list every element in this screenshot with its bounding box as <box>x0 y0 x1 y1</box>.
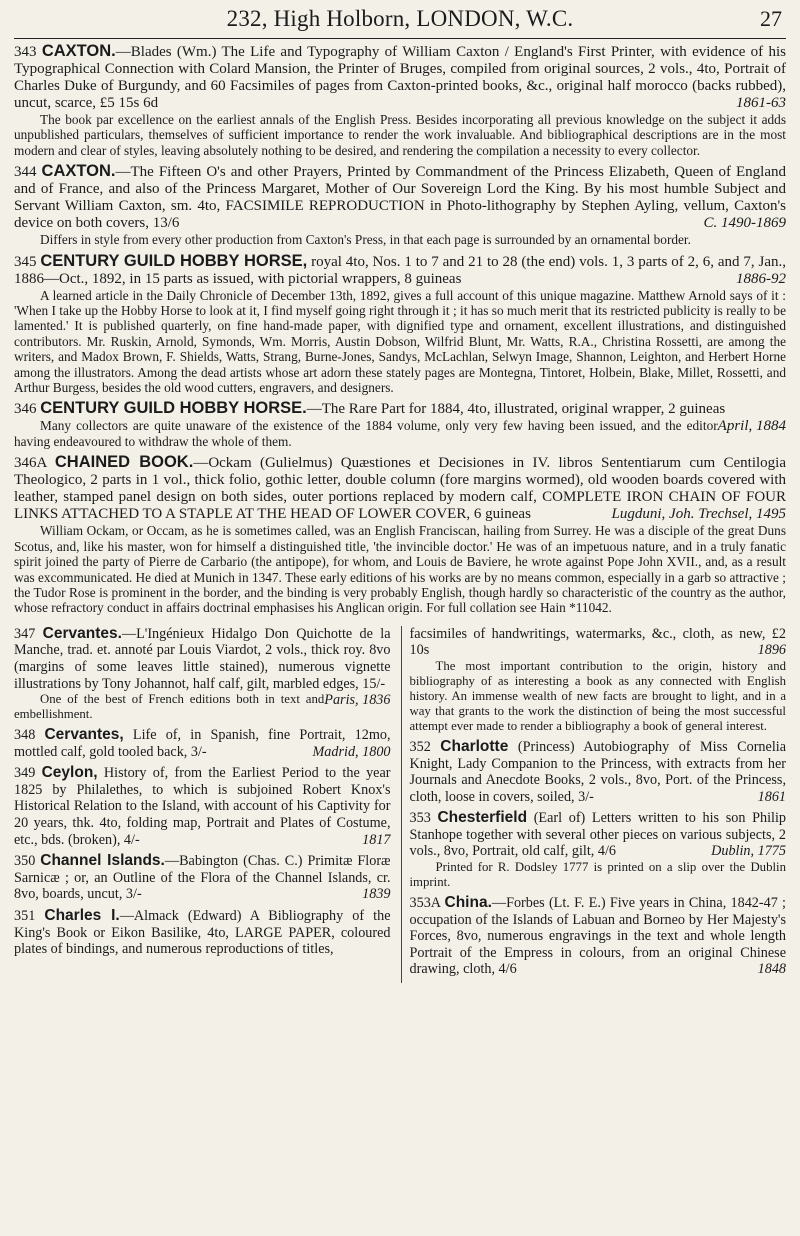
entry-number: 345 <box>14 253 37 270</box>
entry-heading: Cervantes, <box>44 726 124 744</box>
entry-description: (Princess) Autobiography of Miss Cornelia Knight, Lady Companion to the Princess, with extracts from her Journals and Anecdote Books, 2 vols., 8vo, Port. of the Princess, cloth, loose in covers, soiled, 3/- <box>409 738 787 805</box>
entry-gap <box>14 958 391 963</box>
entry-text <box>14 727 391 760</box>
entry-description: —Ockam (Gulielmus) Quæstiones et Decisiones in IV. libros Sententiarum cum Centilogia Theologico, 2 parts in 1 vol., thick folio, gothic letter, double column (fore margins wormed), old wooden boards covered with leather, stamped panel design on both sides, outer portions replaced by modern calf, COMPLETE IRON CHAIN OF FOUR LINKS ATTACHED TO A STAPLE AT THE HEAD OF LOWER COVER, 6 guineas <box>14 455 786 523</box>
entry-text <box>410 810 787 860</box>
entry-number: 343 <box>14 44 37 60</box>
entry-gap <box>14 616 786 621</box>
entry-date: 1839 <box>362 886 391 903</box>
entry-heading: Charles I. <box>44 907 120 925</box>
entry-date: C. 1490-1869 <box>703 215 786 232</box>
entry-date: 1848 <box>757 961 786 978</box>
entry-heading: CAXTON. <box>41 42 116 60</box>
entry-text <box>14 454 786 523</box>
entry-description: royal 4to, Nos. 1 to 7 and 21 to 28 (the end) vols. 1, 3 parts of 2, 6, and 7, Jan., 1886—Oct., 1892, in 15 parts as issued, with pictorial wrappers, 8 guineas <box>14 253 787 287</box>
entry-description: —The Fifteen O's and other Prayers, Printed by Commandment of the Princess Elizabeth, Queen of England and of France, and also of the Princess Margaret, Mother of Our Sovereign Lord the King. By his most humble Subject and Servant William Caxton, sm. 4to, FACSIMILE REPRODUCTION in Photo-lithography by Stephen Ayling, vellum, Caxton's device on both covers, 13/6 <box>14 164 786 232</box>
entry-note: Printed for R. Dodsley 1777 is printed on a slip over the Dublin imprint. <box>409 860 786 890</box>
entry-date: 1861 <box>757 788 786 805</box>
entry-heading: CAXTON. <box>41 162 116 181</box>
entry-text <box>14 765 391 848</box>
entry-heading: CENTURY GUILD HOBBY HORSE. <box>40 399 307 418</box>
entry-date: 1817 <box>362 831 391 848</box>
entry-date: Madrid, 1800 <box>312 743 391 760</box>
catalogue-entries <box>14 43 786 621</box>
entry-date: 1896 <box>757 642 786 659</box>
entry-description: —Almack (Edward) A Bibliography of the King's Book or Eikon Basilike, 4to, LARGE PAPER, coloured plates of bindings, and numerous reproductions of titles, <box>14 908 391 958</box>
entry-description: —Blades (Wm.) The Life and Typography of William Caxton / England's First Printer, with evidence of his Typographical Connection with Colard Mansion, the Printer of Bruges, compiled from original sources, 2 vols., 4to, Portrait of Charles Duke of Burgundy, and 60 Facsimiles of pages from Caxton-printed books, &c., original half morocco (backs rubbed), uncut, scarce, £5 15s 6d <box>14 44 786 111</box>
entry-description: —Forbes (Lt. F. E.) Five years in China, 1842-47 ; occupation of the Islands of Labuan and Borneo by Her Majesty's Forces, 8vo, numerous engravings in the text and whole length Portrait of the Empress in colours, from an original Chinese drawing, cloth, 4/6 <box>409 895 786 978</box>
entry-note: The most important contribution to the origin, history and bibliography of as interesting a book as any connected with English history. An immense wealth of new facts are brought to light, and in a way that grants to the work the distinction of being the most successful attempt ever made to render a bibliography a book of general interest. <box>409 658 786 733</box>
entry-text <box>410 895 787 978</box>
entry-text <box>14 853 391 903</box>
header-title: 232, High Holborn, LONDON, W.C. <box>226 6 574 31</box>
entry-heading: China. <box>444 894 492 912</box>
entry-text <box>14 43 786 112</box>
entry-description: facsimiles of handwritings, watermarks, &c., cloth, as new, £2 10s <box>409 625 786 659</box>
entry-date: Lugduni, Joh. Trechsel, 1495 <box>611 506 786 523</box>
entry-description: Life of, in Spanish, fine Portrait, 12mo, mottled calf, gold tooled back, 3/- <box>14 727 391 760</box>
entry-number: 348 <box>14 727 36 744</box>
entry-heading: Cervantes. <box>42 624 122 642</box>
entry-text <box>410 626 787 659</box>
entry-number: 349 <box>14 765 36 782</box>
entry-note: Many collectors are quite unaware of the existence of the 1884 volume, only very few having been issued, and the editor having endeavoured to withdraw the whole of them. <box>14 418 718 449</box>
entry-note: A learned article in the Daily Chronicle of December 13th, 1892, gives a full account of this unique magazine. Matthew Arnold says of it : 'When I take up the Hobby Horse to look at it, I find myself going right through it ; it has so much merit that its restricted publicity is really to be lamented.' It is published quarterly, on fine hand-made paper, with dignified type and ornament, excellent illustrations, and distinguished contributors. Mr. Ruskin, Arnold, Symonds, Wm. Morris, Austin Dobson, Wilfrid Blunt, Mr. Watts, R.A., Christina Rossetti, are among the writers, and Madox Brown, F. Shields, Watts, Strang, Burne-Jones, Sandys, McLachlan, Selwyn Image, Shannon, Leighton, and Herbert Horne among the illustrators. Among the dead artists whose art adorn these stately pages are Montegna, Tintoret, Holbein, Blake, Millet, Rossetti, and Arthur Burgess, besides the old wood cutters, engravers, and designers. <box>14 287 786 396</box>
header-rule <box>14 38 786 39</box>
entry-number: 350 <box>14 853 36 870</box>
entry-gap <box>410 978 787 983</box>
entry-description: —Babington (Chas. C.) Primitæ Floræ Sarnicæ ; or, an Outline of the Flora of the Channel Islands, cr. 8vo, boards, uncut, 3/- <box>14 853 391 903</box>
entry-heading: Charlotte <box>440 737 509 755</box>
entry-text <box>410 739 787 805</box>
entry-heading: Ceylon, <box>41 764 98 782</box>
entry-description: —L'Ingénieux Hidalgo Don Quichotte de la Manche, trad. et. annoté par Louis Viardot, 2 vols., thick roy. 8vo (margins of some leaves little stained), numerous vignette illustrations by Tony Johannot, half calf, gilt, marbled edges, 15/- <box>14 625 391 692</box>
two-column-section <box>14 626 786 983</box>
entry-number: 353A <box>409 895 441 912</box>
entry-text <box>14 163 786 232</box>
entry-date: Dublin, 1775 <box>711 843 786 860</box>
entry-heading: Channel Islands. <box>40 852 165 870</box>
entry-date: Paris, 1836 <box>324 692 391 709</box>
entry-note: The book par excellence on the earliest annals of the English Press. Besides incorporating all previous knowledge on the subject it adds unpublished particulars, themselves of sufficient importance to render the work invaluable. And bibliographical descriptions are in the most modern and clear of styles, leaving absolutely nothing to be desired, and rendering the compilation a necessity to every collector. <box>14 112 786 158</box>
entry-heading: CENTURY GUILD HOBBY HORSE, <box>40 251 308 270</box>
entry-text <box>14 253 786 288</box>
page-number: 27 <box>760 6 782 31</box>
entry-number: 351 <box>14 908 36 925</box>
entry-text <box>14 908 391 958</box>
entry-number: 347 <box>14 625 36 642</box>
running-header <box>14 6 786 36</box>
entry-description: (Earl of) Letters written to his son Philip Stanhope together with several other pieces on various subjects, 2 vols., 8vo, Portrait, old calf, gilt, 4/6 <box>409 810 787 860</box>
entry-number: 352 <box>409 738 431 755</box>
entry-description: History of, from the Earliest Period to the year 1825 by Philalethes, to which is subjoined Robert Knox's Historical Relation to the Island, with account of his Captivity for 20 years, thk. 4to, folding map, Portrait and Plates of Costume, etc., bds. (broken), 4/- <box>14 765 391 848</box>
entry-date: 1861-63 <box>736 95 786 111</box>
entry-note: William Ockam, or Occam, as he is sometimes called, was an English Franciscan, hailing from Surrey. He was a disciple of the great Duns Scotus, and, like his master, won for himself a distinguished title, 'the invincible doctor.' He was of an impetuous nature, and in a truly fanatic spirit joined the party of Pierre de Carbario (the antipope), for whom, and Louis de Baviere, he wrote against Pope John XVII., and, as a result was excommunicated. He died at Munich in 1347. These early editions of his works are by no means common, especially in a garb so attractive ; the Tudor Rose is prominent in the border, and the binding is very probably English, though hardly so characteristic of the country as the author, whose refractory conduct in affairs doctrinal emphasises his Anglican origin. For full collation see Hain *11042. <box>14 523 786 616</box>
entry-note: One of the best of French editions both in text and embellishment. <box>14 692 325 722</box>
entry-date: April, 1884 <box>717 418 786 435</box>
entry-heading: CHAINED BOOK. <box>54 453 194 472</box>
entry-number: 353 <box>409 810 431 827</box>
entry-number: 344 <box>14 164 37 181</box>
entry-description: —The Rare Part for 1884, 4to, illustrated, original wrapper, 2 guineas <box>306 401 726 418</box>
entry-note: Differs in style from every other production from Caxton's Press, in that each page is surrounded by an ornamental border. <box>40 232 691 248</box>
entry-heading: Chesterfield <box>437 809 528 827</box>
entry-number: 346 <box>14 401 37 418</box>
entry-date: 1886-92 <box>736 270 786 287</box>
left-column <box>14 626 391 983</box>
right-column <box>401 626 787 983</box>
entry-number: 346A <box>14 455 47 472</box>
